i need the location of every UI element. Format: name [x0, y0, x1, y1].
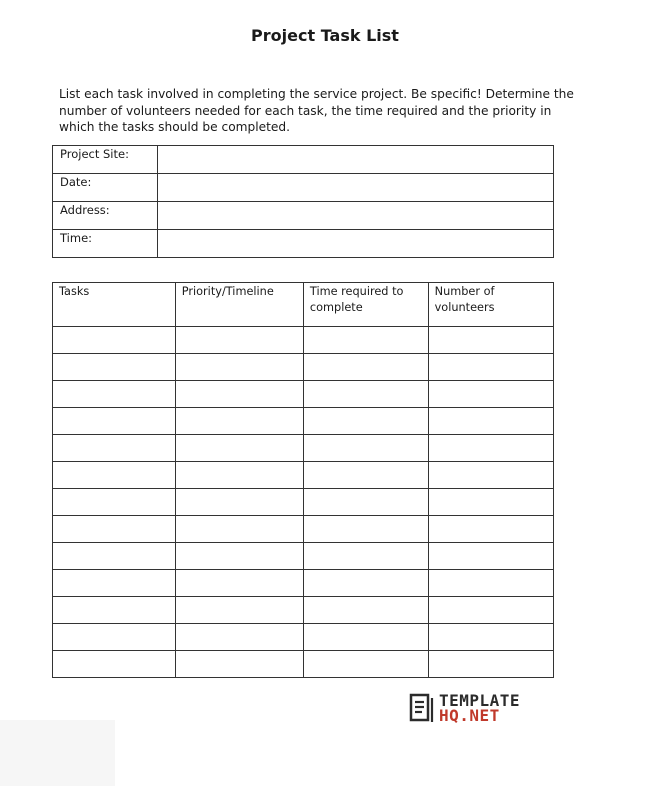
task-cell[interactable] [428, 543, 553, 570]
task-row [53, 651, 554, 678]
task-cell[interactable] [53, 354, 176, 381]
task-cell[interactable] [303, 516, 428, 543]
info-label: Address: [53, 202, 158, 230]
task-cell[interactable] [175, 381, 303, 408]
task-row [53, 624, 554, 651]
task-table-header [53, 283, 554, 327]
task-cell[interactable] [428, 381, 553, 408]
task-cell[interactable] [303, 462, 428, 489]
project-info-table [52, 145, 554, 258]
task-row [53, 354, 554, 381]
info-label: Time: [53, 230, 158, 258]
task-cell[interactable] [53, 489, 176, 516]
task-cell[interactable] [303, 543, 428, 570]
task-cell[interactable] [303, 597, 428, 624]
task-cell[interactable] [303, 624, 428, 651]
task-cell[interactable] [175, 354, 303, 381]
task-cell[interactable] [175, 435, 303, 462]
task-cell[interactable] [53, 381, 176, 408]
info-label: Project Site: [53, 146, 158, 174]
intro-text: List each task involved in completing the service project. Be specific! Determine the number of volunteers needed for each task, the time required and the priority in which the tasks should be completed. [59, 87, 574, 134]
task-cell[interactable] [428, 408, 553, 435]
task-cell[interactable] [428, 489, 553, 516]
column-header: Time required to complete [303, 283, 428, 327]
task-cell[interactable] [428, 435, 553, 462]
logo-line-1: TEMPLATE [439, 691, 521, 710]
info-value-field[interactable] [158, 146, 554, 174]
task-row [53, 408, 554, 435]
task-cell[interactable] [175, 543, 303, 570]
info-value-field[interactable] [158, 230, 554, 258]
task-cell[interactable] [53, 435, 176, 462]
task-row [53, 570, 554, 597]
task-table [52, 282, 554, 678]
task-cell[interactable] [175, 327, 303, 354]
page-title: Project Task List [251, 26, 399, 45]
task-cell[interactable] [428, 327, 553, 354]
scan-background-patch [0, 720, 115, 786]
task-cell[interactable] [303, 435, 428, 462]
column-header: Number of volunteers [428, 283, 553, 327]
column-header: Tasks [53, 283, 176, 327]
task-row [53, 435, 554, 462]
info-label: Date: [53, 174, 158, 202]
task-cell[interactable] [303, 327, 428, 354]
task-cell[interactable] [175, 570, 303, 597]
info-row [53, 202, 554, 230]
task-cell[interactable] [303, 489, 428, 516]
task-row [53, 543, 554, 570]
task-cell[interactable] [175, 516, 303, 543]
task-cell[interactable] [53, 327, 176, 354]
task-cell[interactable] [175, 408, 303, 435]
column-header: Priority/Timeline [175, 283, 303, 327]
task-cell[interactable] [428, 597, 553, 624]
task-cell[interactable] [303, 570, 428, 597]
task-row [53, 327, 554, 354]
logo-wordmark [439, 693, 520, 723]
task-cell[interactable] [53, 651, 176, 678]
task-cell[interactable] [428, 462, 553, 489]
task-row [53, 489, 554, 516]
info-value-field[interactable] [158, 202, 554, 230]
task-cell[interactable] [53, 462, 176, 489]
info-row [53, 174, 554, 202]
logo-line-2: HQ.NET [439, 706, 500, 725]
task-cell[interactable] [175, 597, 303, 624]
task-cell[interactable] [53, 570, 176, 597]
task-cell[interactable] [428, 516, 553, 543]
task-cell[interactable] [175, 462, 303, 489]
task-cell[interactable] [53, 543, 176, 570]
info-value-field[interactable] [158, 174, 554, 202]
info-row [53, 146, 554, 174]
info-row [53, 230, 554, 258]
task-cell[interactable] [53, 597, 176, 624]
task-cell[interactable] [303, 408, 428, 435]
document-icon [409, 693, 435, 723]
task-cell[interactable] [428, 354, 553, 381]
task-cell[interactable] [428, 570, 553, 597]
task-row [53, 462, 554, 489]
task-cell[interactable] [53, 624, 176, 651]
task-cell[interactable] [428, 624, 553, 651]
task-cell[interactable] [175, 624, 303, 651]
task-cell[interactable] [175, 651, 303, 678]
task-cell[interactable] [303, 381, 428, 408]
task-cell[interactable] [53, 408, 176, 435]
task-row [53, 597, 554, 624]
task-cell[interactable] [428, 651, 553, 678]
task-cell[interactable] [53, 516, 176, 543]
task-cell[interactable] [303, 651, 428, 678]
task-cell[interactable] [175, 489, 303, 516]
task-row [53, 516, 554, 543]
templatehq-logo [409, 693, 520, 723]
task-row [53, 381, 554, 408]
task-cell[interactable] [303, 354, 428, 381]
